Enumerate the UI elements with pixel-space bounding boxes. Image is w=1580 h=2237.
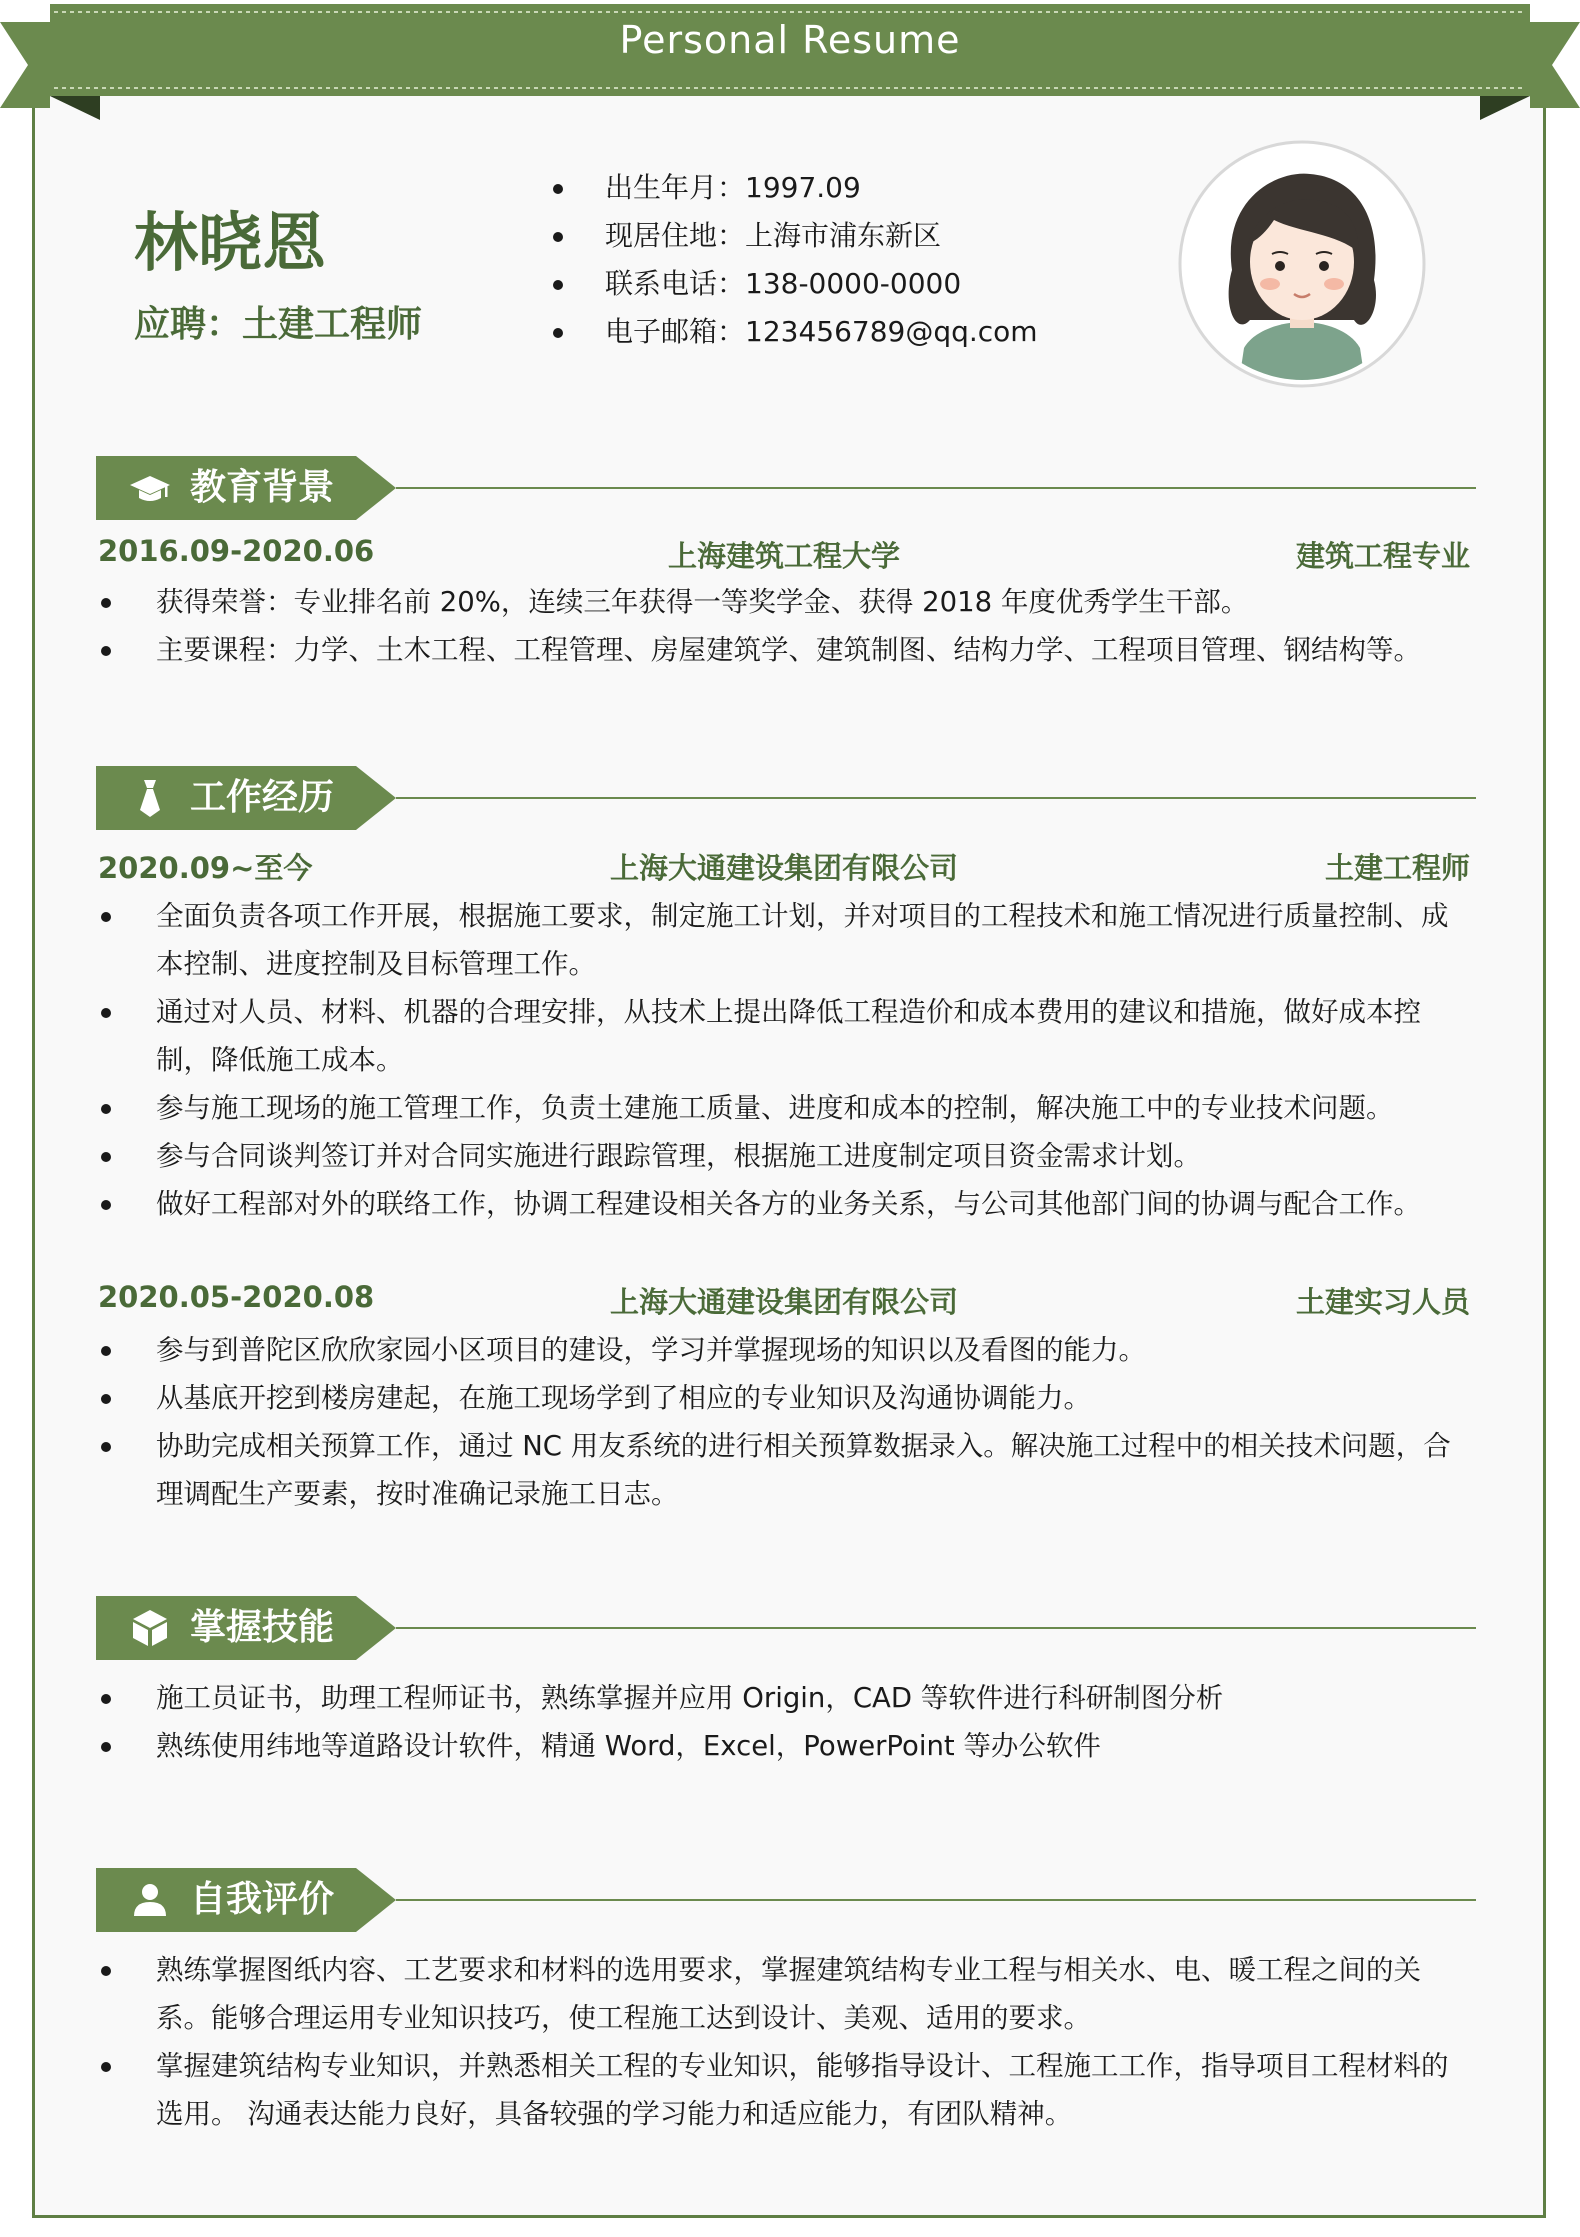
list-item: 参与合同谈判签订并对合同实施进行跟踪管理，根据施工进度制定项目资金需求计划。: [98, 1132, 1474, 1180]
ribbon-right-fold: [1480, 96, 1530, 120]
section-title-skills: 掌握技能: [190, 1607, 335, 1648]
work-row-2: [98, 1280, 1470, 1320]
list-item: 获得荣誉：专业排名前 20%，连续三年获得一等奖学金、获得 2018 年度优秀学生干部。: [98, 578, 1474, 626]
info-address: 现居住地：上海市浦东新区: [550, 216, 1038, 264]
skills-bullets: [98, 1674, 1474, 1770]
work-role: 土建实习人员: [1295, 1285, 1470, 1319]
info-email: 电子邮箱：123456789@qq.com: [550, 312, 1038, 360]
resume-title: Personal Resume: [619, 18, 961, 62]
avatar: [1178, 140, 1426, 388]
section-title-work: 工作经历: [190, 777, 335, 818]
list-item: 参与到普陀区欣欣家园小区项目的建设，学习并掌握现场的知识以及看图的能力。: [98, 1326, 1474, 1374]
work-bullets-2: [98, 1326, 1474, 1518]
ribbon-right-tail: [1530, 22, 1580, 108]
work-row-1: [98, 846, 1470, 886]
candidate-name: 林晓恩: [134, 207, 326, 281]
job-target: 应聘：土建工程师: [134, 304, 423, 345]
personal-info-list: [550, 168, 1038, 360]
section-title-self: 自我评价: [190, 1879, 335, 1920]
education-row: [98, 534, 1470, 574]
education-date: 2016.09-2020.06: [98, 534, 375, 568]
list-item: 全面负责各项工作开展，根据施工要求，制定施工计划，并对项目的工程技术和施工情况进行质量控制、成本控制、进度控制及目标管理工作。: [98, 892, 1474, 988]
work-company: 上海大通建设集团有限公司: [609, 1285, 958, 1319]
list-item: 通过对人员、材料、机器的合理安排，从技术上提出降低工程造价和成本费用的建议和措施，做好成本控制，降低施工成本。: [98, 988, 1474, 1084]
education-bullets: [98, 578, 1474, 674]
education-school: 上海建筑工程大学: [667, 539, 900, 573]
list-item: 协助完成相关预算工作，通过 NC 用友系统的进行相关预算数据录入。解决施工过程中的相关技术问题，合理调配生产要素，按时准确记录施工日志。: [98, 1422, 1474, 1518]
education-major: 建筑工程专业: [1295, 539, 1470, 573]
graduation-cap-icon: [130, 468, 170, 508]
list-item: 参与施工现场的施工管理工作，负责土建施工质量、进度和成本的控制，解决施工中的专业技术问题。: [98, 1084, 1474, 1132]
section-title-education: 教育背景: [190, 467, 335, 508]
user-icon: [130, 1880, 170, 1920]
self-bullets: [98, 1946, 1474, 2138]
ribbon-left-fold: [50, 96, 100, 120]
necktie-icon: [130, 778, 170, 818]
work-date: 2020.05-2020.08: [98, 1280, 375, 1314]
work-date: 2020.09~至今: [98, 851, 313, 885]
list-item: 掌握建筑结构专业知识，并熟悉相关工程的专业知识，能够指导设计、工程施工工作，指导项目工程材料的选用。 沟通表达能力良好，具备较强的学习能力和适应能力，有团队精神。: [98, 2042, 1474, 2138]
info-birth: 出生年月：1997.09: [550, 168, 1038, 216]
list-item: 主要课程：力学、土木工程、工程管理、房屋建筑学、建筑制图、结构力学、工程项目管理、钢结构等。: [98, 626, 1474, 674]
list-item: 熟练使用纬地等道路设计软件，精通 Word，Excel，PowerPoint 等办公软件: [98, 1722, 1474, 1770]
work-company: 上海大通建设集团有限公司: [609, 851, 958, 885]
list-item: 做好工程部对外的联络工作，协调工程建设相关各方的业务关系，与公司其他部门间的协调与配合工作。: [98, 1180, 1474, 1228]
ribbon-left-tail: [0, 22, 50, 108]
info-phone: 联系电话：138-0000-0000: [550, 264, 1038, 312]
list-item: 熟练掌握图纸内容、工艺要求和材料的选用要求，掌握建筑结构专业工程与相关水、电、暖工程之间的关系。能够合理运用专业知识技巧，使工程施工达到设计、美观、适用的要求。: [98, 1946, 1474, 2042]
list-item: 从基底开挖到楼房建起，在施工现场学到了相应的专业知识及沟通协调能力。: [98, 1374, 1474, 1422]
work-role: 土建工程师: [1324, 851, 1470, 885]
cube-icon: [130, 1608, 170, 1648]
list-item: 施工员证书，助理工程师证书，熟练掌握并应用 Origin，CAD 等软件进行科研制图分析: [98, 1674, 1474, 1722]
work-bullets-1: [98, 892, 1474, 1228]
